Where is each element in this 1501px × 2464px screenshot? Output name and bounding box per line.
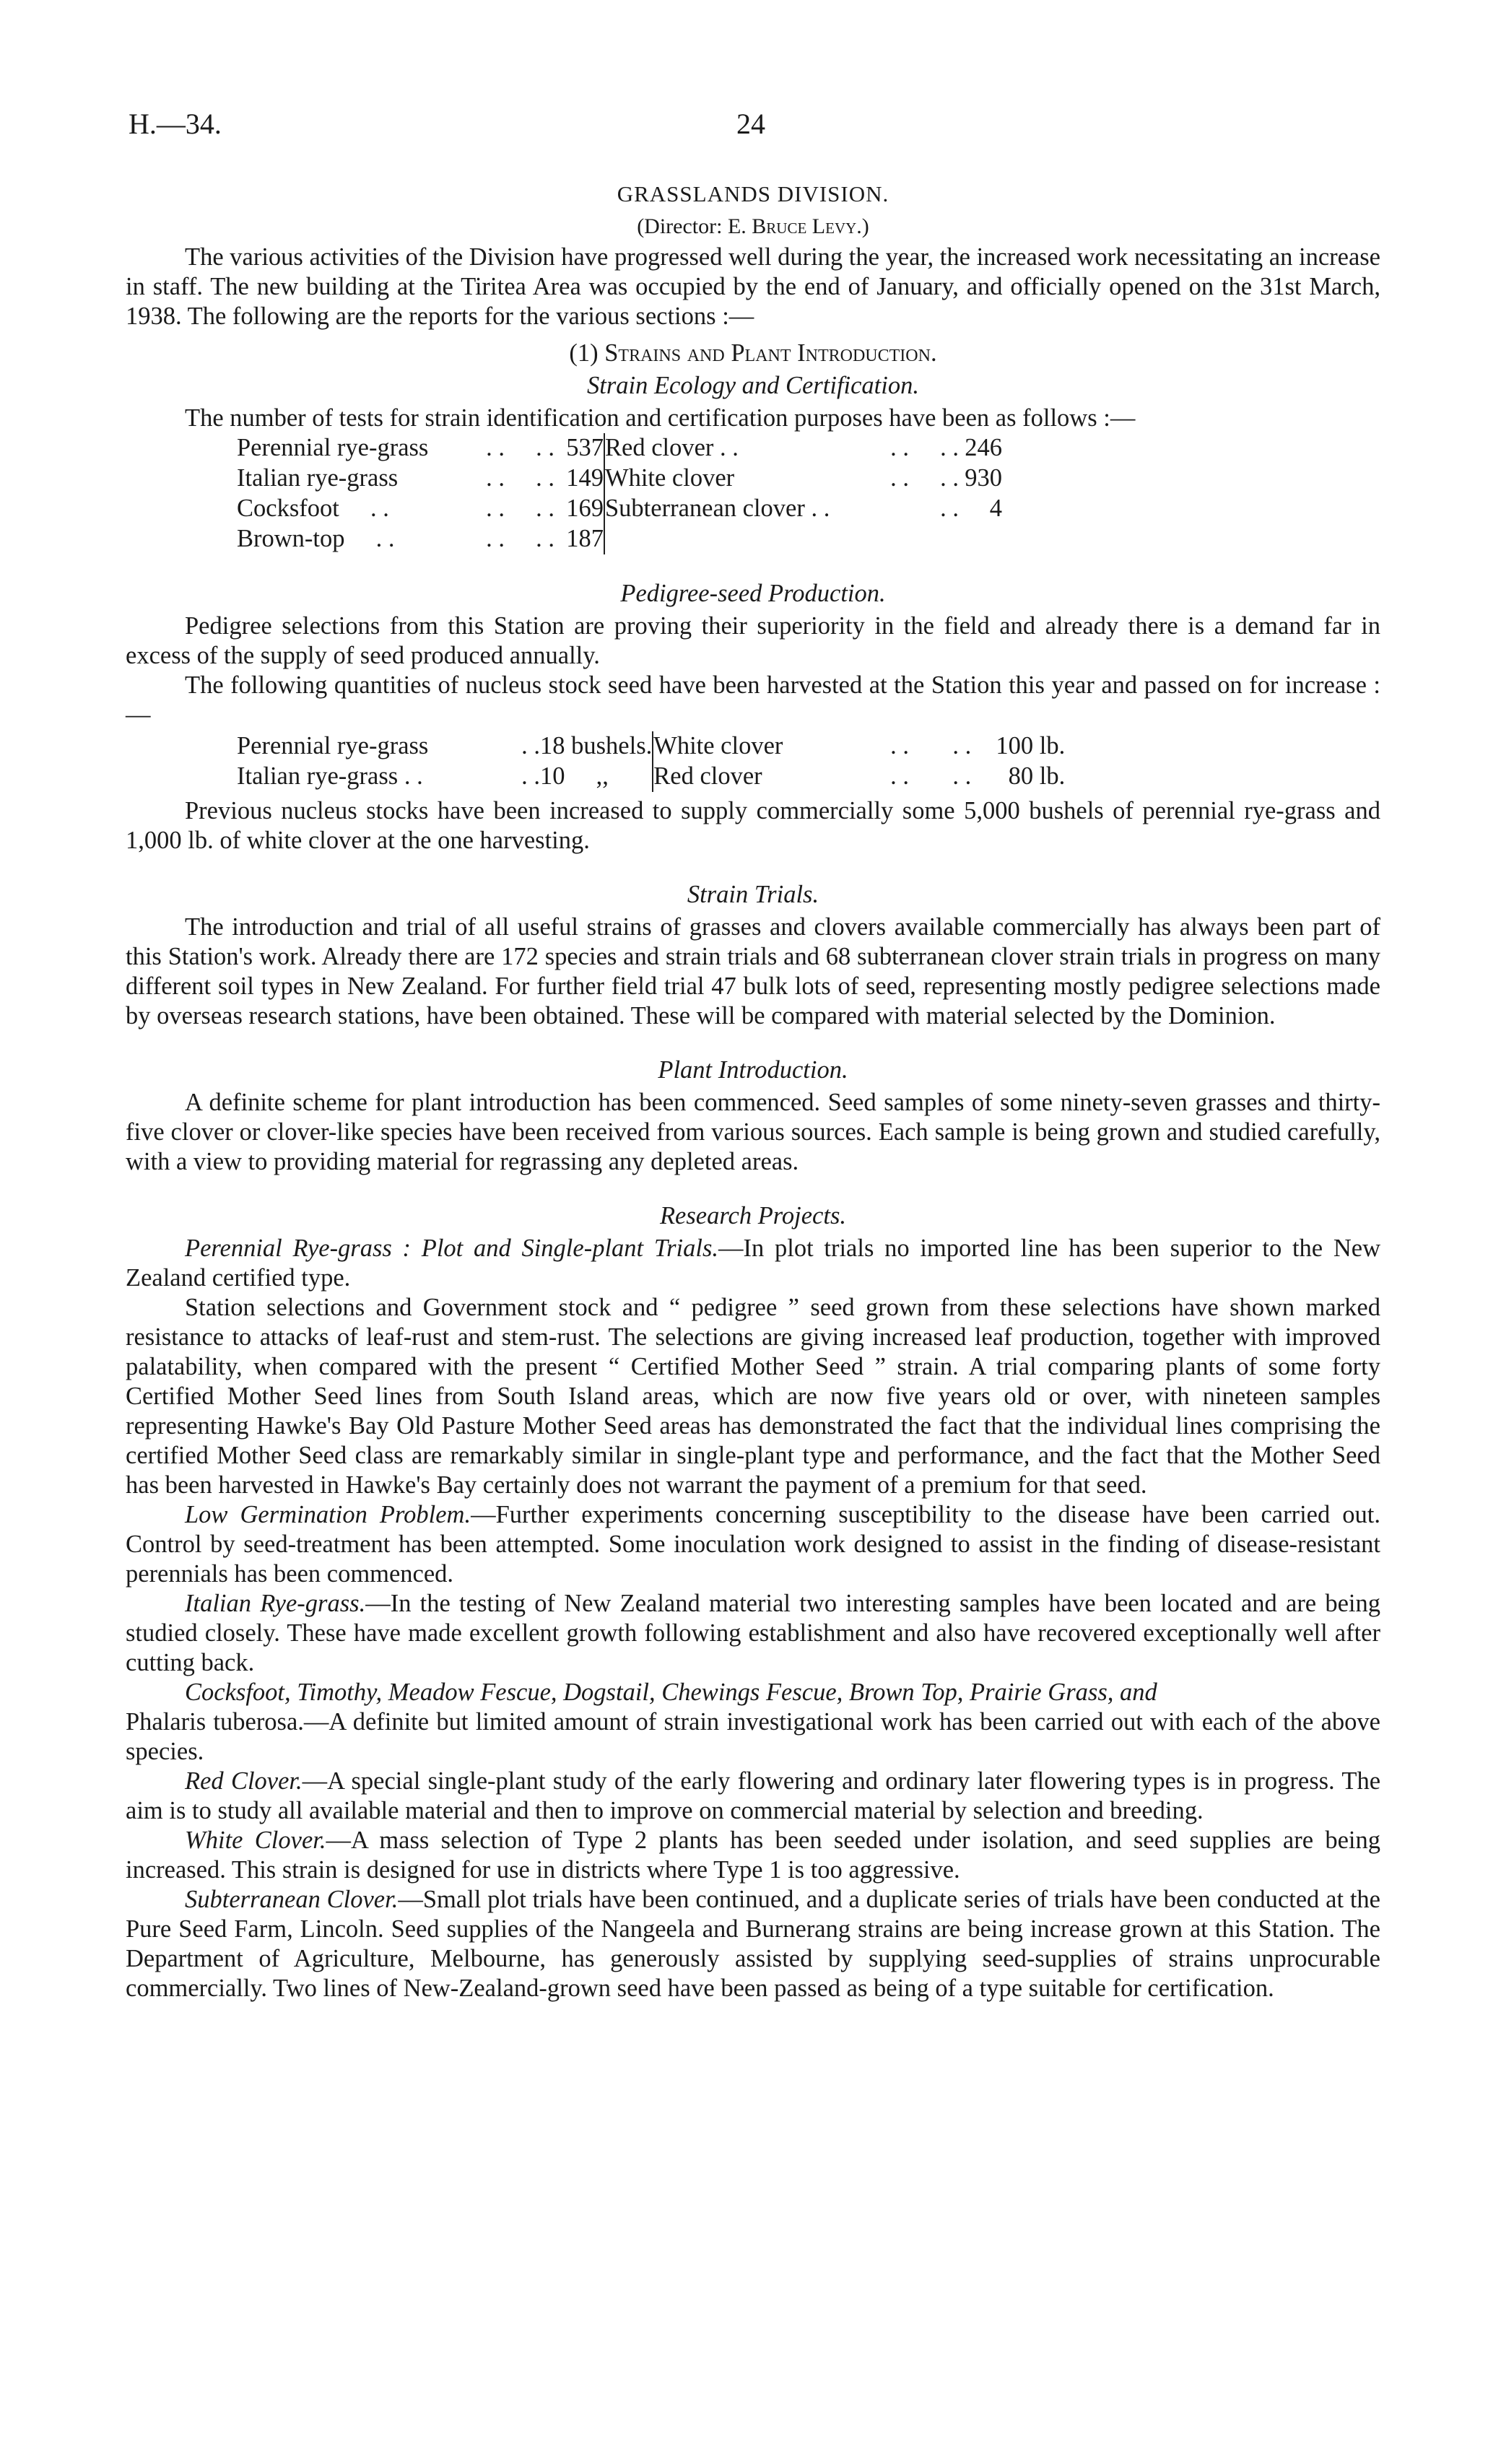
division-title: GRASSLANDS DIVISION. — [617, 181, 889, 206]
table-cell — [850, 524, 959, 554]
low-germination-lead: Low Germination Problem. — [185, 1501, 471, 1528]
table-cell: . . . . — [890, 464, 959, 492]
subsection-heading: Research Projects. — [659, 1202, 847, 1229]
table-cell — [604, 524, 850, 554]
table-row — [237, 463, 1002, 494]
low-germination-text: —Further experiments concerning susceptibility to the disease have been carried out. Control by seed-treatment has been attempted. Some inoculation work designed to assist in the finding of disease-resistant perennials has been commenced. — [126, 1501, 1380, 1588]
italian-lead: Italian Rye-grass. — [185, 1590, 366, 1617]
table-cell: Red clover — [653, 762, 762, 790]
table-cell: . . — [521, 762, 540, 790]
table-cell: 80 lb. — [1008, 762, 1066, 790]
section-heading: (1) Strains and Plant Introduction. — [569, 339, 937, 367]
station-paragraph: Station selections and Government stock and “ pedigree ” seed grown from these selections have shown marked resistance to attacks of leaf-rust and stem-rust. The selections are giving increased leaf production, together with improved palatability, when compared with the present “ Certified Mother Seed ” strain. A trial comparing plants of some forty Certified Mother Seed lines from South Island areas, which are now five years old or over, with nineteen samples representing Hawke's Bay Old Pasture Mother Seed areas has demonstrated the fact that the individual lines comprising the certified Mother Seed class are remarkably similar in single-plant type and performance, and the fact that the Mother Seed has been harvested in Hawke's Bay certainly does not warrant the payment of a premium for that seed. — [126, 1294, 1380, 1499]
pedigree-paragraph-3: Previous nucleus stocks have been increased to supply commercially some 5,000 bushels of perennial rye-grass and 1,000 lb. of white clover at the one harvesting. — [126, 797, 1380, 854]
table-cell: Perennial rye-grass — [237, 434, 429, 461]
table-cell: 246 — [965, 434, 1002, 461]
table-cell: Italian rye-grass — [237, 464, 399, 492]
subsection-heading: Strain Trials. — [687, 881, 819, 908]
table-cell — [959, 524, 1002, 554]
italian-text: —In the testing of New Zealand material two interesting samples have been located and are being studied closely. These have made excellent growth following establishment and also have recovered exceptionally well after cutting back. — [126, 1590, 1381, 1676]
white-clover-text: —A mass selection of Type 2 plants has been seeded under isolation, and seed supplies are being increased. This strain is designed for use in districts where Type 1 is too aggressive. — [126, 1827, 1380, 1884]
red-clover-paragraph — [126, 1767, 1380, 1826]
table-cell: Red clover . . — [605, 434, 739, 461]
red-clover-lead: Red Clover. — [185, 1767, 303, 1795]
cocksfoot-lead-line — [126, 1678, 1380, 1707]
director-prefix: (Director: — [637, 214, 723, 238]
tests-table — [237, 433, 1002, 554]
cocksfoot-lead: Cocksfoot, Timothy, Meadow Fescue, Dogstail, Chewings Fescue, Brown Top, Prairie Grass, and — [185, 1679, 1157, 1706]
low-germination-paragraph — [126, 1500, 1380, 1589]
table-cell: 10 ,, — [540, 762, 653, 792]
table-row — [237, 524, 1002, 554]
table-cell: 537 — [554, 433, 604, 463]
seed-table — [237, 731, 1065, 792]
table-cell: Brown-top . . — [237, 525, 395, 552]
table-cell: 187 — [554, 524, 604, 554]
subsection-heading: Strain Ecology and Certification. — [587, 372, 919, 399]
table-cell: . . . . — [486, 434, 554, 461]
cocksfoot-paragraph: Phalaris tuberosa.—A definite but limited amount of strain investigational work has been carried out with each of the above species. — [126, 1708, 1380, 1765]
table-cell: . . . . — [486, 525, 554, 552]
table-cell: . . . . — [890, 732, 972, 759]
table-cell: 4 — [989, 495, 1002, 522]
perennial-text: —In plot trials no imported line has been superior to the New Zealand certified type. — [126, 1235, 1380, 1292]
table-cell: White clover — [605, 464, 735, 492]
table-cell: 149 — [554, 463, 604, 494]
pedigree-paragraph-2: The following quantities of nucleus stock seed have been harvested at the Station this year and passed on for increase :— — [126, 671, 1380, 728]
table-cell: Perennial rye-grass — [237, 732, 429, 759]
italian-paragraph — [126, 1589, 1380, 1678]
subterranean-lead: Subterranean Clover. — [185, 1886, 399, 1913]
table-cell: . . . . — [890, 762, 972, 790]
tests-intro: The number of tests for strain identification and certification purposes have been as follows :— — [185, 404, 1136, 432]
perennial-lead: Perennial Rye-grass : Plot and Single-plant Trials. — [185, 1235, 719, 1262]
table-cell: . . . . — [486, 464, 554, 492]
table-cell: 18 bushels. — [540, 731, 653, 762]
perennial-paragraph — [126, 1234, 1380, 1293]
table-row — [237, 433, 1002, 463]
table-cell: . . — [521, 732, 540, 759]
red-clover-text: —A special single-plant study of the early flowering and ordinary later flowering types is in progress. The aim is to study all available material and then to improve on commercial material by selection and breeding. — [126, 1767, 1381, 1824]
table-cell: White clover — [653, 732, 783, 759]
subterranean-paragraph — [126, 1885, 1380, 2003]
table-cell: Cocksfoot . . — [237, 495, 389, 522]
table-row — [237, 762, 1065, 792]
intro-paragraph: The various activities of the Division have progressed well during the year, the increased work necessitating an increase in staff. The new building at the Tiritea Area was occupied by the end of January, and officially opened on the 31st March, 1938. The following are the reports for the various sections :— — [126, 243, 1380, 330]
table-cell: Subterranean clover . . — [605, 495, 830, 522]
table-cell: . . . . — [486, 495, 554, 522]
table-cell: 100 lb. — [996, 732, 1066, 759]
director-suffix: .) — [856, 214, 869, 238]
page-body — [126, 179, 1380, 2003]
table-row — [237, 731, 1065, 762]
page-number: 24 — [736, 108, 765, 140]
director-line — [126, 212, 1380, 241]
table-cell: 169 — [554, 494, 604, 524]
table-cell: . . . . — [890, 434, 959, 461]
table-row — [237, 494, 1002, 524]
strain-trials-paragraph: The introduction and trial of all useful strains of grasses and clovers available commercially has always been part of this Station's work. Already there are 172 species and strain trials and 68 subterranean clover strain trials in progress on many different soil types in New Zealand. For further field trial 47 bulk lots of seed, representing mostly pedigree selections made by overseas research stations, have been obtained. These will be compared with material selected by the Dominion. — [126, 913, 1380, 1029]
table-cell: 930 — [965, 464, 1002, 492]
document-reference: H.—34. — [129, 108, 222, 140]
subterranean-text: —Small plot trials have been continued, and a duplicate series of trials have been conducted at the Pure Seed Farm, Lincoln. Seed supplies of the Nangeela and Burnerang strains are being increase grown at this Station. The Department of Agriculture, Melbourne, has generously assisted by supplying seed-supplies of strains unprocurable commercially. Two lines of New-Zealand-grown seed have been passed as being of a type suitable for certification. — [126, 1886, 1380, 2002]
table-cell: Italian rye-grass . . — [237, 762, 423, 790]
table-cell: . . — [940, 495, 959, 522]
subsection-heading: Plant Introduction. — [658, 1056, 848, 1084]
plant-intro-paragraph: A definite scheme for plant introduction has been commenced. Seed samples of some ninety-seven grasses and thirty-five clover or clover-like species have been received from various sources. Each sample is being grown and studied carefully, with a view to providing material for regrassing any depleted areas. — [126, 1089, 1380, 1175]
white-clover-lead: White Clover. — [185, 1827, 326, 1854]
white-clover-paragraph — [126, 1826, 1380, 1885]
pedigree-paragraph-1: Pedigree selections from this Station are proving their superiority in the field and already there is a demand far in excess of the supply of seed produced annually. — [126, 612, 1380, 669]
subsection-heading: Pedigree-seed Production. — [620, 580, 886, 607]
director-name: E. Bruce Levy — [727, 214, 857, 238]
